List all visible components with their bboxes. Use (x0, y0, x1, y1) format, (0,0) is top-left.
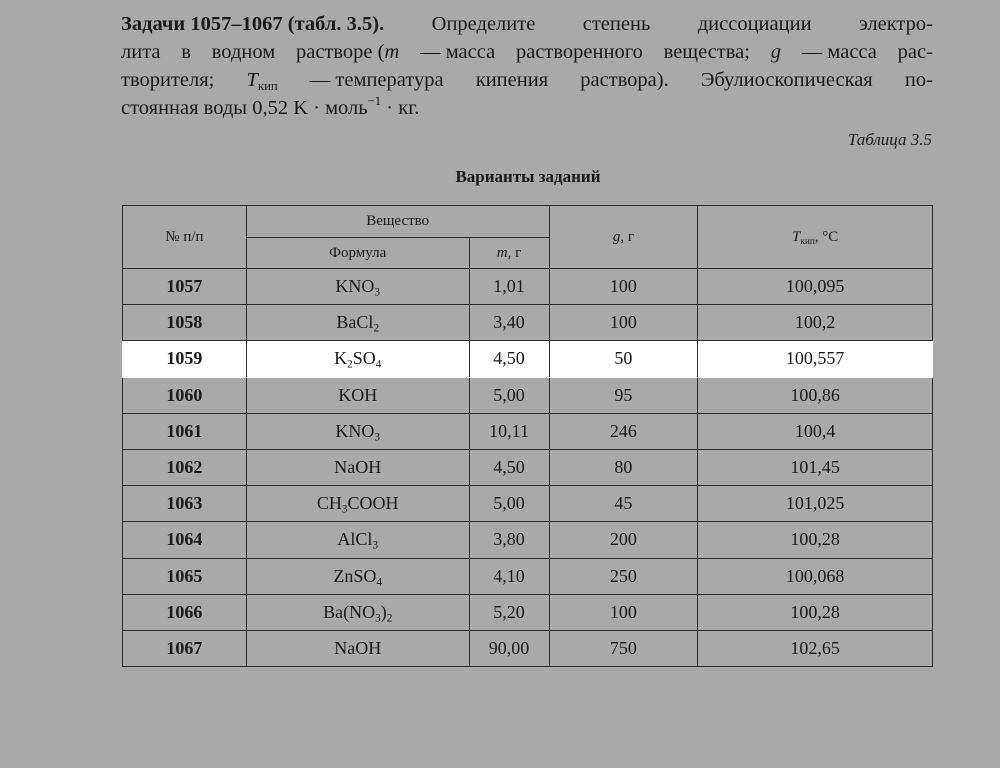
cell-m: 90,00 (469, 630, 549, 666)
table-row (123, 522, 933, 558)
formula-part: AlCl (337, 529, 373, 550)
formula-part: KNO (335, 420, 375, 441)
cell-t-boil: 100,4 (698, 413, 933, 449)
cell-t-boil: 100,557 (698, 341, 933, 377)
formula-part: KNO (335, 276, 375, 297)
cell-num: 1066 (123, 594, 247, 630)
cell-formula (246, 558, 469, 594)
cell-num: 1063 (123, 486, 247, 522)
cell-g: 200 (549, 522, 698, 558)
formula-subscript: 2 (347, 358, 353, 371)
formula-part: NaOH (334, 637, 382, 658)
word: вещества; (663, 41, 750, 63)
cell-formula (246, 377, 469, 413)
formula-subscript: 2 (373, 322, 380, 335)
formula-subscript: 3 (374, 286, 380, 299)
cell-t-boil: 101,45 (698, 449, 933, 485)
paragraph-line-2 (121, 38, 933, 66)
table-row (123, 413, 933, 449)
header-formula: Формула (246, 238, 469, 269)
cell-g: 100 (549, 269, 698, 305)
formula-part: K (334, 348, 348, 369)
task-heading: Задачи 1057–1067 (табл. 3.5). (121, 13, 385, 35)
formula-subscript: 3 (374, 431, 380, 444)
task-paragraph (121, 10, 933, 122)
cell-num: 1060 (123, 377, 247, 413)
var-t-boil (247, 66, 278, 94)
text: стоянная воды 0,52 K · моль (121, 97, 368, 119)
cell-t-boil: 100,095 (698, 269, 933, 305)
cell-formula (246, 341, 469, 377)
cell-t-boil: 100,86 (698, 377, 933, 413)
table-row (123, 630, 933, 666)
cell-m: 1,01 (469, 269, 549, 305)
cell-num: 1062 (123, 449, 247, 485)
constant-text (121, 94, 419, 122)
cell-m: 5,00 (469, 486, 549, 522)
cell-formula (246, 630, 469, 666)
word: — масса (420, 41, 496, 63)
word-group: растворе (m (295, 41, 400, 63)
var-t: T (791, 228, 801, 245)
word: творителя; (121, 69, 215, 91)
formula-subscript: 4 (375, 358, 382, 371)
cell-g: 246 (549, 413, 698, 449)
header-g (549, 206, 698, 269)
cell-num: 1065 (123, 558, 247, 594)
formula-subscript: 4 (376, 575, 383, 588)
var-g: g (612, 228, 621, 245)
cell-num: 1058 (123, 305, 247, 341)
table-row (123, 594, 933, 630)
word: водном (211, 41, 276, 63)
table-row (123, 341, 933, 377)
cell-m: 4,50 (469, 341, 549, 377)
table-row (123, 449, 933, 485)
cell-m: 3,80 (469, 522, 549, 558)
formula-part: CH (316, 493, 342, 514)
header-t-boil (698, 206, 933, 269)
formula-part: SO (352, 348, 376, 369)
var-g: g (770, 41, 781, 63)
cell-g: 50 (549, 341, 698, 377)
var-m: m (384, 41, 400, 63)
word: — температура (309, 69, 444, 91)
table-row (123, 558, 933, 594)
header-m (469, 238, 549, 269)
cell-t-boil: 100,28 (698, 522, 933, 558)
word: — масса (801, 41, 877, 63)
variants-table (122, 205, 933, 667)
cell-m: 5,20 (469, 594, 549, 630)
table-row (123, 305, 933, 341)
cell-g: 95 (549, 377, 698, 413)
unit: , г (507, 244, 522, 261)
subscript: кип (257, 78, 278, 93)
word: диссоциации (697, 13, 812, 35)
formula-part: Ba(NO (323, 601, 376, 622)
paragraph-line-3 (121, 66, 933, 94)
word: электро- (858, 13, 933, 35)
table-row (123, 486, 933, 522)
word: рас- (897, 41, 933, 63)
formula-part: BaCl (336, 312, 374, 333)
cell-num: 1057 (123, 269, 247, 305)
word: Эбулиоскопическая (700, 69, 873, 91)
cell-m: 5,00 (469, 377, 549, 413)
unit: , г (620, 228, 634, 245)
cell-g: 250 (549, 558, 698, 594)
formula-subscript: 3 (372, 539, 379, 552)
text: · кг. (386, 97, 420, 119)
formula-part: ZnSO (333, 565, 377, 586)
word: растворе (295, 41, 373, 63)
cell-t-boil: 100,068 (698, 558, 933, 594)
cell-g: 750 (549, 630, 698, 666)
cell-t-boil: 101,025 (698, 486, 933, 522)
formula-part: KOH (338, 384, 378, 405)
cell-formula (246, 522, 469, 558)
word: Определите (431, 13, 536, 35)
table-row (123, 377, 933, 413)
cell-g: 45 (549, 486, 698, 522)
cell-m: 4,10 (469, 558, 549, 594)
word: кипения (475, 69, 549, 91)
header-substance: Вещество (246, 206, 549, 238)
word: растворенного (515, 41, 643, 63)
var-t: T (246, 69, 258, 91)
formula-subscript: 3 (375, 612, 381, 625)
cell-formula (246, 269, 469, 305)
word: по- (904, 69, 933, 91)
formula-part: COOH (347, 493, 399, 514)
cell-g: 100 (549, 305, 698, 341)
cell-t-boil: 100,2 (698, 305, 933, 341)
paragraph-line-4 (121, 94, 933, 122)
cell-formula (246, 413, 469, 449)
formula-subscript: 2 (386, 612, 393, 625)
word: лита (121, 41, 161, 63)
unit: , °C (814, 228, 839, 245)
formula-subscript: 3 (341, 503, 348, 516)
word: раствора). (580, 69, 669, 91)
cell-formula (246, 305, 469, 341)
word: в (181, 41, 191, 63)
var-m: m (496, 244, 508, 261)
formula-part: ) (380, 601, 387, 622)
cell-num: 1067 (123, 630, 247, 666)
table-body (123, 269, 933, 667)
table-row (123, 269, 933, 305)
cell-t-boil: 102,65 (698, 630, 933, 666)
cell-m: 4,50 (469, 449, 549, 485)
cell-g: 100 (549, 594, 698, 630)
cell-t-boil: 100,28 (698, 594, 933, 630)
cell-num: 1061 (123, 413, 247, 449)
cell-m: 3,40 (469, 305, 549, 341)
subscript: кип (800, 236, 815, 247)
paragraph-line-1 (121, 10, 933, 38)
table-title: Варианты заданий (455, 167, 601, 186)
formula-part: NaOH (334, 457, 382, 478)
table-label: Таблица 3.5 (847, 130, 932, 149)
cell-num: 1064 (123, 522, 247, 558)
cell-formula (246, 449, 469, 485)
cell-m: 10,11 (469, 413, 549, 449)
cell-g: 80 (549, 449, 698, 485)
header-num: № п/п (123, 206, 247, 269)
superscript: −1 (367, 94, 382, 109)
word: степень (582, 13, 651, 35)
cell-num: 1059 (123, 341, 247, 377)
cell-formula (246, 486, 469, 522)
cell-formula (246, 594, 469, 630)
